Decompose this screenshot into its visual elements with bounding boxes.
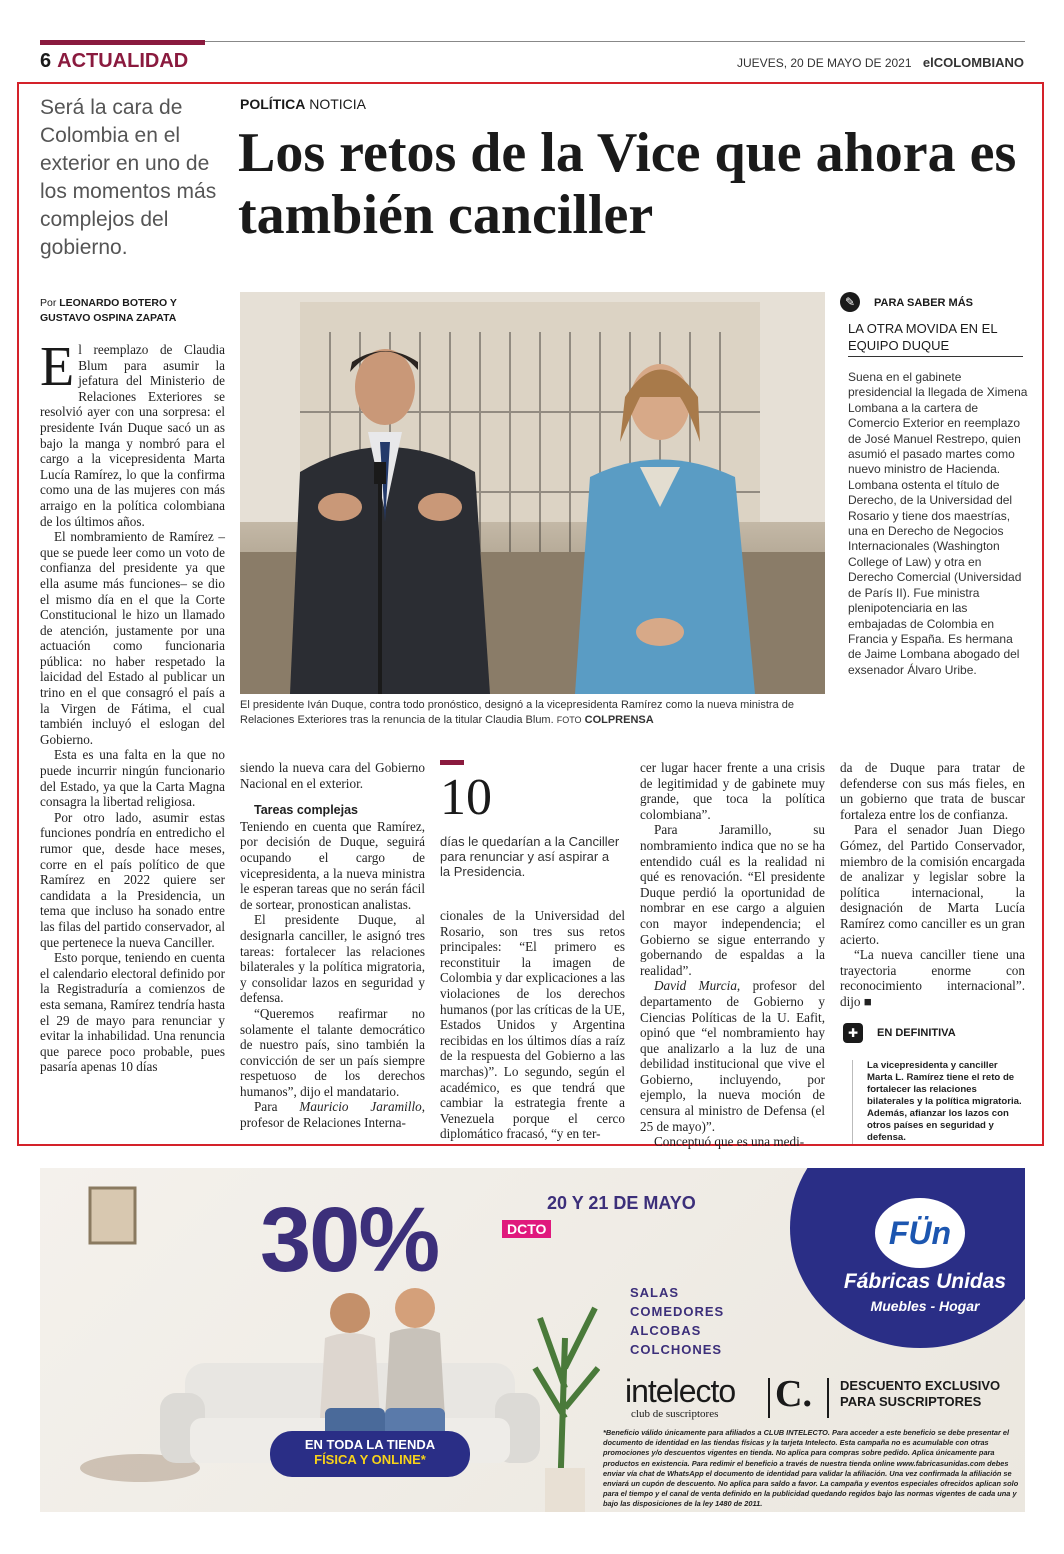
article-column-3 [440,908,625,1142]
pull-quote-number: 10 [440,769,492,826]
divider [827,1378,829,1418]
summary-title: EN DEFINITIVA [877,1027,956,1039]
colombiano-c-logo: C. [775,1373,812,1415]
subheading: Tareas complejas [254,803,358,818]
paragraph: El presidente Duque, al designarla canciller, le asignó tres tareas: fortalecer las relaciones bilaterales y la política migratoria, y consolidar lazos en seguridad y defensa. [240,912,425,1006]
page-number: 6 [40,50,52,72]
paragraph: cer lugar hacer frente a una crisis de legitimidad y de gabinete muy grande, que toca la política colombiana”. [640,760,825,822]
paragraph: “Queremos reafirmar no solamente el talante democrático de nuestro país, sino también la convicción de ser un país siempre respetuoso de los derechos humanos”, dijo el mandatario. [240,1005,425,1099]
article-column-1 [40,336,225,1075]
fun-logo: FÜn [875,1198,965,1268]
masthead [737,55,1024,70]
paragraph: Esta es una falta en la que no puede incurrir ningún funcionario del Estado, ya que la Carta Magna consagra la libertad religiosa. [40,747,225,810]
byline: Por LEONARDO BOTERO Y GUSTAVO OSPINA ZAPATA [40,297,177,324]
end-mark: ■ [863,993,872,1009]
sidebar-subtitle: LA OTRA MOVIDA EN EL EQUIPO DUQUE [848,320,1023,357]
photo-credit: COLPRENSA [584,714,654,726]
list-item: SALAS [630,1285,680,1300]
exclusive-discount-label: DESCUENTO EXCLUSIVO PARA SUSCRIPTORES [840,1378,1001,1409]
ad-category-list [630,1283,724,1359]
header-rule [205,41,1025,42]
pull-quote-text: días le quedarían a la Canciller para renunciar y así aspirar a la Presidencia. [440,834,620,879]
ad-store-banner: EN TODA LA TIENDA FÍSICA Y ONLINE* [270,1431,470,1477]
intelecto-club-label: club de suscriptores [631,1408,719,1420]
paragraph: da de Duque para tratar de defenderse con sus más fieles, en un gobierno que trata de buscar fortaleza entre los de confianza. [840,760,1025,822]
summary-icon: ✚ [843,1023,863,1043]
list-item: ALCOBAS [630,1323,702,1338]
paragraph: “La nueva canciller tiene una trayectoria enorme con reconocimiento internacional”. dijo ■ [840,947,1025,1009]
article-column-4 [640,760,825,1150]
list-item: COMEDORES [630,1304,725,1319]
paragraph: El reemplazo de Claudia Blum para asumir la jefatura del Ministerio de Relaciones Exteriores se resolvió ayer con una sorpresa: el presidente Iván Duque sacó un as bajo la manga y nombró para el cargo a la vicepresidenta Marta Lucía Ramírez, lo que la confirma como una de las mujeres con más arraigo en la política colombiana de los últimos años. [40,336,225,529]
article-photo [240,292,825,694]
section-name: ACTUALIDAD [57,50,189,72]
sidebar-title: PARA SABER MÁS [874,297,974,309]
paragraph: El nombramiento de Ramírez –que se puede leer como un voto de confianza del presidente ya que ella asume más funciones– se dio el mismo día en el que la Corte Constitucional le hizo un llamado de atención, justamente por una actuación como funcionaria pública: no haber respetado la laicidad del Estado al publicar un trino en el que consagró el país a la Virgen de Fátima, el cual también incluyó el eslogan del Gobierno. [40,529,225,747]
section-header [40,50,188,73]
summary-body: La vicepresidenta y canciller Marta L. Ramírez tiene el reto de fortalecer las relaciones bilaterales y la política migratoria. Además, afianzar los lazos con otros países en seguridad y defensa. [852,1060,1022,1144]
pull-quote-rule [440,760,464,765]
pin-icon: ✎ [840,292,860,312]
ad-discount: 30% [260,1189,439,1291]
drop-cap: E [40,336,75,398]
advertisement[interactable] [40,1168,1025,1512]
ad-dcto-badge: DCTO [502,1220,551,1238]
article-kicker: POLÍTICA NOTICIA [240,96,367,112]
paragraph: Para Mauricio Jaramillo, profesor de Relaciones Interna- [240,1099,425,1131]
intelecto-logo: intelecto [625,1373,736,1409]
paragraph: siendo la nueva cara del Gobierno Nacional en el exterior. [240,760,425,791]
article-column-2 [240,760,425,1131]
paragraph: cionales de la Universidad del Rosario, son tres sus retos principales: “El primero es reconstituir la imagen de Colombia y dar explicaciones a las violaciones de los derechos humanos (por las críticas de la UE, Estados Unidos y Argentina recibidas en los últimos días a raíz de la respuesta del Gobierno a las marchas)”. Lo segundo, según el académico, es que tendrá que cambiar la estrategia frente a Venezuela porque el cerco diplomático fracasó, “y en ter- [440,908,625,1142]
issue-date: JUEVES, 20 DE MAYO DE 2021 [737,56,912,70]
paragraph: David Murcia, profesor del departamento de Gobierno y Ciencias Políticas de la U. Eafit, opinó que “el nombramiento hay que analizarlo a la luz de una debilidad institucional que vive el Gobierno, incluyendo, por ejemplo, la nueva moción de censura al ministro de Defensa (el 25 de mayo)”. [640,978,825,1134]
paragraph: Esto porque, teniendo en cuenta el calendario electoral definido por la Registraduría a comienzos de esta semana, Ramírez tendría hasta el 29 de mayo para renunciar y evitar la inhabilidad. Una renuncia que parece poco probable, pues pasaría apenas 10 días [40,950,225,1075]
article-column-5 [840,760,1025,1010]
photo-caption: El presidente Iván Duque, contra todo pronóstico, designó a la vicepresidenta Ramírez como la nueva ministra de Relaciones Exteriores tras la renuncia de la titular Claudia Blum. FOTO COLPRENSA [240,699,794,726]
ad-dates: 20 Y 21 DE MAYO [547,1193,696,1213]
section-color-bar [40,40,205,45]
paragraph: Conceptuó que es una medi- [654,1134,805,1150]
photo-illustration [240,292,825,694]
sidebar-body: Suena en el gabinete presidencial la llegada de Ximena Lombana a la cartera de Comercio Exterior en reemplazo de José Manuel Restrepo, quien asumió el pasado martes como nuevo ministro de Hacienda. Lombana ostenta el título de Derecho, de la Universidad del Rosario y tiene dos maestrías, una en Derecho de Negocios Internacionales (Washington College of Law) y otra en Derecho Comercial (Universidad de París II). Fue ministra plenipotenciaria en las embajadas de Colombia en Francia y España. Es hermana de Jaime Lombana abogado del exsenador Álvaro Uribe. [848,370,1028,677]
divider [768,1378,770,1418]
list-item: COLCHONES [630,1342,723,1357]
paragraph: Para el senador Juan Diego Gómez, del Partido Conservador, miembro de la comisión encargada de analizar y legislar sobre la política internacional, la designación de Marta Lucía Ramírez como canciller es un gran acierto. [840,822,1025,947]
article-deck: Será la cara de Colombia en el exterior en uno de los momentos más complejos del gobierno. [40,96,217,259]
ad-fine-print: *Beneficio válido únicamente para afiliados a CLUB INTELECTO. Para acceder a este beneficio se debe presentar el documento de identidad en las tiendas físicas y la tarjeta Intelecto. Esta campaña no es acumulable con otras promociones y/o descuentos vigentes en tienda. No aplica para compras sobre pedido. Aplica únicamente para productos en existencia. Para redimir el beneficio a través de nuestra tienda online www.fabricasunidas.com debes enviar vía chat de WhatsApp el documento de identidad para validar la afiliación. Una vez confirmada la afiliación se enviará un cupón de descuento. No aplica para saldo a favor. La campaña y eventos especiales ofrecidos aplican solo para el tiempo y el canal de venta definido en la publicidad quedando regidos bajo las normas vigentes de cada una y bajo las disposiciones de la ley 1480 de 2011. [603,1428,1019,1509]
article-headline: Los retos de la Vice que ahora es también canciller [238,122,1017,246]
paragraph: Para Jaramillo, su nombramiento indica que no se ha entendido cuál es la realidad ni qué es renovación. “El presidente Duque perdió la oportunidad de nombrar en ese cargo a alguien con mayor independencia; el Gobierno se sigue enterrando y gobernando de espaldas a la realidad”. [640,822,825,978]
paragraph: Por otro lado, asumir estas funciones pondría en entredicho el rumor que, desde hace meses, corre en el país político de que Ramírez en 2022 quiere ser candidata a la Presidencia, un tema que incluso ha sonado entre las filas del partido conservador, al que pertenece la nueva Canciller. [40,809,225,950]
brand-tagline: Muebles - Hogar [870,1298,980,1314]
newspaper-brand: elCOLOMBIANO [922,55,1024,70]
paragraph: Teniendo en cuenta que Ramírez, por decisión de Duque, seguirá ocupando el cargo de vicepresidenta, a la nueva ministra le esperan tareas que no serán fácil de sortear, pronostican analistas. [240,818,425,912]
brand-name: Fábricas Unidas [843,1270,1007,1293]
